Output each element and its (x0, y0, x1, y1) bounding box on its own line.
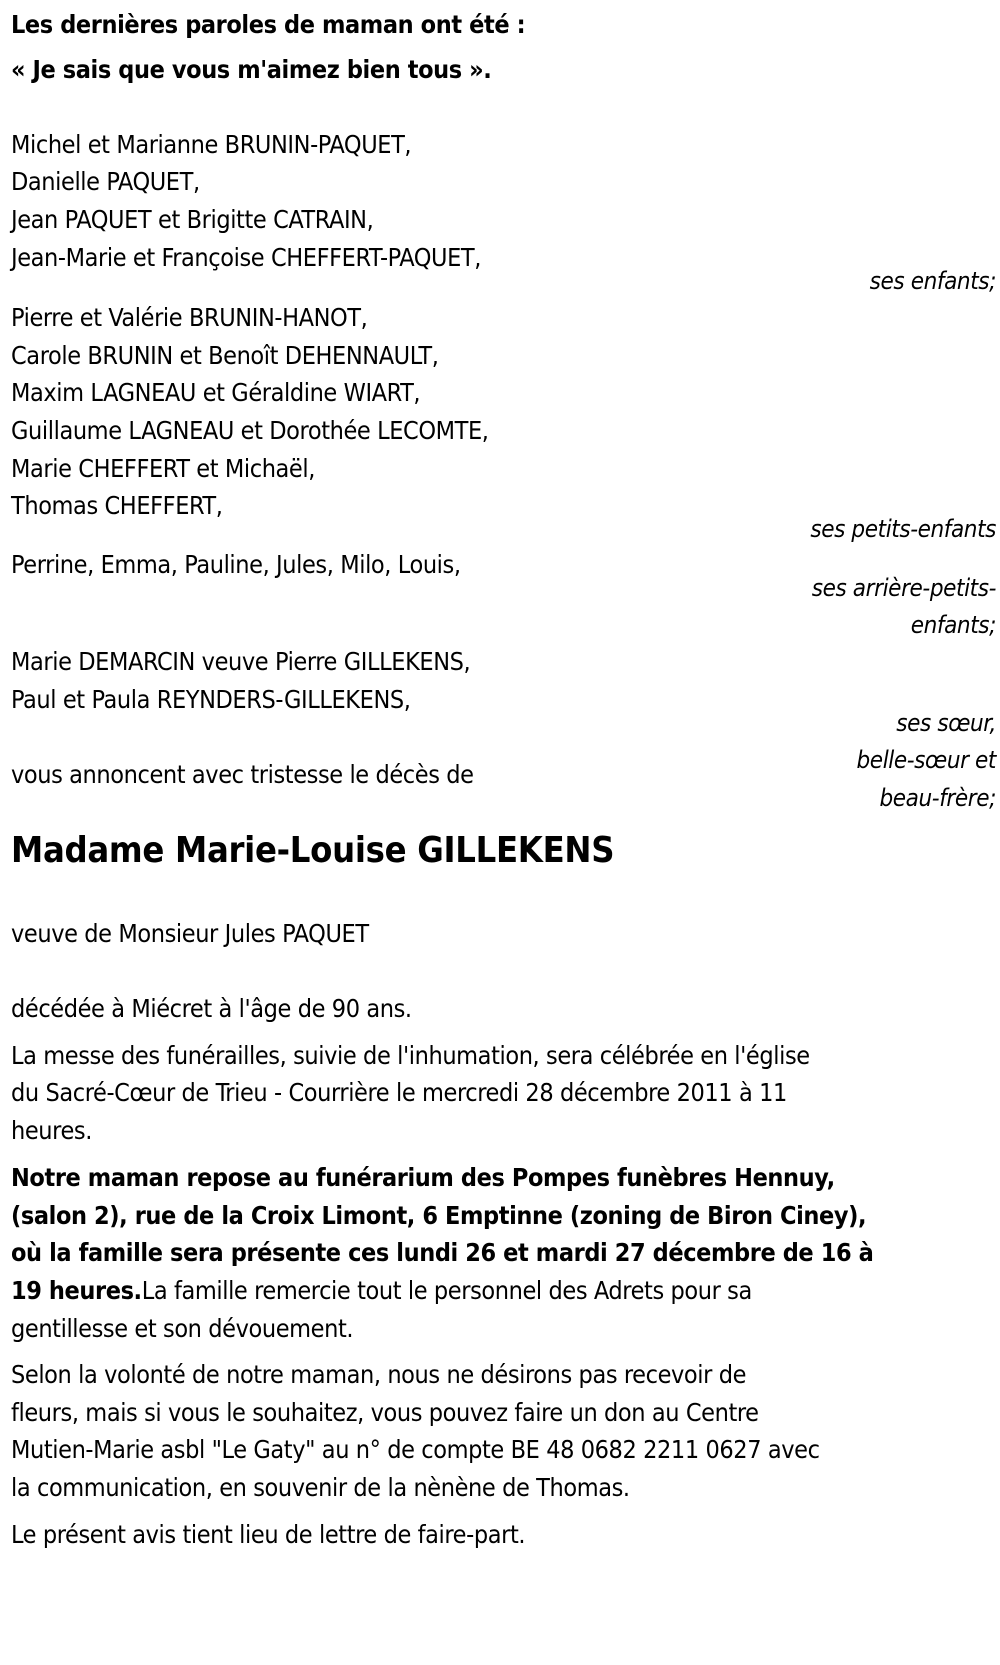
sibling-name: Marie DEMARCIN veuve Pierre GILLEKENS, (11, 647, 471, 676)
funeral-paragraph-line: du Sacré-Cœur de Trieu - Courrière le mercredi 28 décembre 2011 à 11 (11, 1078, 787, 1107)
grandchild-name: Thomas CHEFFERT, (11, 491, 223, 520)
relation-great-grandchildren-1: ses arrière-petits- (811, 574, 996, 602)
widow-of: veuve de Monsieur Jules PAQUET (11, 919, 369, 948)
relation-siblings-2: belle-sœur et (856, 746, 996, 774)
grandchild-name: Marie CHEFFERT et Michaël, (11, 454, 315, 483)
announcement: vous annoncent avec tristesse le décès de (11, 760, 474, 789)
reposing-hours: 19 heures. (11, 1276, 142, 1305)
grandchild-name: Maxim LAGNEAU et Géraldine WIART, (11, 378, 421, 407)
reposing-paragraph-line: Notre maman repose au funérarium des Pompes funèbres Hennuy, (11, 1163, 835, 1192)
reposing-thanks-line (11, 1272, 752, 1310)
donation-account-line: Mutien-Marie asbl "Le Gaty" au n° de compte BE 48 0682 2211 0627 avec (11, 1435, 820, 1464)
thanks-text: La famille remercie tout le personnel des Adrets pour sa (141, 1276, 752, 1305)
grandchild-name: Carole BRUNIN et Benoît DEHENNAULT, (11, 341, 439, 370)
grandchild-name: Guillaume LAGNEAU et Dorothée LECOMTE, (11, 416, 489, 445)
intro-line-1: Les dernières paroles de maman ont été : (11, 10, 526, 39)
flowers-paragraph-line: la communication, en souvenir de la nènène de Thomas. (11, 1473, 630, 1502)
flowers-paragraph-line: fleurs, mais si vous le souhaitez, vous pouvez faire un don au Centre (11, 1398, 759, 1427)
intro-quote: « Je sais que vous m'aimez bien tous ». (11, 55, 492, 84)
child-name: Danielle PAQUET, (11, 167, 200, 196)
relation-great-grandchildren-2: enfants; (910, 611, 996, 639)
reposing-paragraph-line: (salon 2), rue de la Croix Limont, 6 Emptinne (zoning de Biron Ciney), (11, 1201, 867, 1230)
relation-grandchildren: ses petits-enfants (810, 515, 996, 543)
child-name: Jean-Marie et Françoise CHEFFERT-PAQUET, (11, 243, 482, 272)
great-grandchildren-names: Perrine, Emma, Pauline, Jules, Milo, Louis, (11, 550, 461, 579)
reposing-paragraph-line: où la famille sera présente ces lundi 26 et mardi 27 décembre de 16 à (11, 1238, 874, 1267)
child-name: Jean PAQUET et Brigitte CATRAIN, (11, 205, 374, 234)
deceased-name: Madame Marie-Louise GILLEKENS (11, 830, 615, 871)
flowers-paragraph-line: Selon la volonté de notre maman, nous ne désirons pas recevoir de (11, 1360, 747, 1389)
relation-siblings-1: ses sœur, (896, 709, 996, 737)
thanks-line-2: gentillesse et son dévouement. (11, 1314, 354, 1343)
closing-note: Le présent avis tient lieu de lettre de faire-part. (11, 1520, 526, 1549)
funeral-paragraph-line: heures. (11, 1116, 92, 1145)
death-details: décédée à Miécret à l'âge de 90 ans. (11, 994, 412, 1023)
grandchild-name: Pierre et Valérie BRUNIN-HANOT, (11, 303, 368, 332)
child-name: Michel et Marianne BRUNIN-PAQUET, (11, 130, 412, 159)
funeral-paragraph-line: La messe des funérailles, suivie de l'inhumation, sera célébrée en l'église (11, 1041, 810, 1070)
relation-children: ses enfants; (869, 267, 996, 295)
relation-siblings-3: beau-frère; (879, 784, 996, 812)
sibling-name: Paul et Paula REYNDERS-GILLEKENS, (11, 685, 411, 714)
